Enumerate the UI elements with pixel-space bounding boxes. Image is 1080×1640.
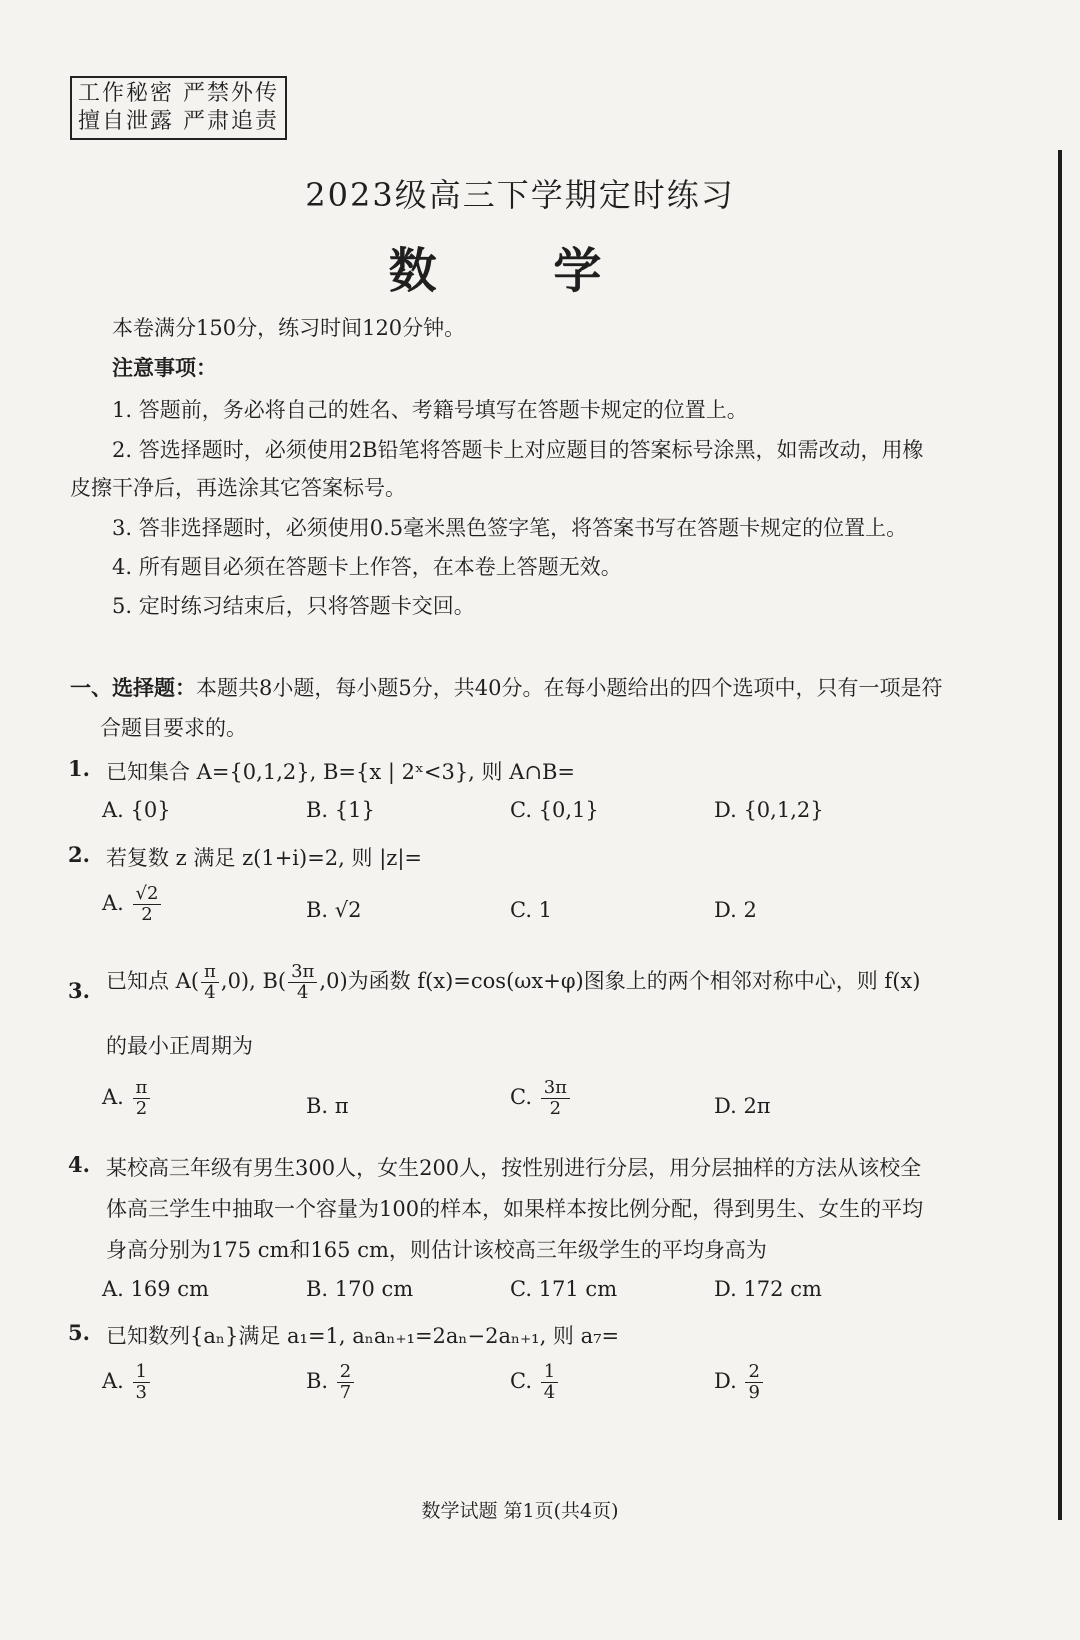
exam-title: 2023级高三下学期定时练习: [305, 176, 735, 214]
q5-option-a: A. $\frac{1}{3}$: [102, 1362, 152, 1403]
q4-option-b: B. 170 cm: [306, 1277, 414, 1301]
q1-option-b: B. {1}: [306, 798, 375, 822]
section-1-desc: 一、选择题：本题共8小题，每小题5分，共40分。在每小题给出的四个选项中，只有一项是符: [70, 675, 943, 700]
intro-text: 本卷满分150分，练习时间120分钟。: [112, 316, 466, 340]
fraction: $\frac{3\pi}{2}$: [541, 1078, 570, 1119]
q1-option-a: A. {0}: [102, 798, 171, 822]
q2-stem: 若复数 z 满足 z(1+i)=2, 则 |z|=: [106, 846, 423, 870]
q3-option-a: A. $\frac{\pi}{2}$: [102, 1078, 152, 1119]
confidential-line-1: 工作秘密 严禁外传: [78, 81, 279, 106]
fraction: $\frac{√2}{2}$: [133, 884, 162, 925]
notice-item-3: 3. 答非选择题时，必须使用0.5毫米黑色签字笔，将答案书写在答题卡规定的位置上。: [112, 516, 908, 540]
q5-option-d: D. $\frac{2}{9}$: [714, 1362, 765, 1403]
q5-stem: 已知数列{aₙ}满足 a₁=1, aₙaₙ₊₁=2aₙ−2aₙ₊₁, 则 a₇=: [106, 1324, 620, 1348]
page-edge: [1058, 150, 1062, 1520]
q2-option-d: D. 2: [714, 898, 757, 922]
notice-item-2: 2. 答选择题时，必须使用2B铅笔将答题卡上对应题目的答案标号涂黑，如需改动，用橡: [112, 438, 924, 462]
q5-number: 5.: [68, 1320, 90, 1345]
q4-option-d: D. 172 cm: [714, 1277, 822, 1301]
q5-option-c: C. $\frac{1}{4}$: [510, 1362, 560, 1403]
subject-title: 数 学: [388, 243, 652, 299]
q4-stem-line-2: 体高三学生中抽取一个容量为100的样本，如果样本按比例分配，得到男生、女生的平均: [106, 1197, 924, 1221]
q4-number: 4.: [68, 1152, 90, 1177]
notice-item-1: 1. 答题前，务必将自己的姓名、考籍号填写在答题卡规定的位置上。: [112, 398, 748, 422]
q3-stem-cont: 的最小正周期为: [106, 1034, 253, 1058]
q1-option-d: D. {0,1,2}: [714, 798, 824, 822]
q4-option-a: A. 169 cm: [102, 1277, 209, 1301]
notice-item-4: 4. 所有题目必须在答题卡上作答，在本卷上答题无效。: [112, 555, 622, 579]
q2-option-c: C. 1: [510, 898, 553, 922]
q2-number: 2.: [68, 842, 90, 867]
q3-option-c: C. $\frac{3\pi}{2}$: [510, 1078, 572, 1119]
notice-item-5: 5. 定时练习结束后，只将答题卡交回。: [112, 594, 475, 618]
q3-option-b: B. π: [306, 1094, 349, 1118]
fraction: $\frac{2}{7}$: [337, 1362, 354, 1403]
fraction: $\frac{\pi}{2}$: [133, 1078, 151, 1119]
q4-stem-line-1: 某校高三年级有男生300人，女生200人，按性别进行分层，用分层抽样的方法从该校全: [106, 1156, 922, 1180]
fraction: $\frac{1}{4}$: [541, 1362, 558, 1403]
q1-option-c: C. {0,1}: [510, 798, 599, 822]
q1-stem: 已知集合 A={0,1,2}, B={x | 2ˣ<3}, 则 A∩B=: [106, 760, 575, 784]
confidential-line-2: 擅自泄露 严肃追责: [78, 109, 279, 134]
q1-number: 1.: [68, 756, 90, 781]
fraction: $\frac{2}{9}$: [745, 1362, 762, 1403]
fraction: $\frac{\pi}{4}$: [201, 962, 219, 1003]
notice-item-2-cont: 皮擦干净后，再选涂其它答案标号。: [70, 476, 406, 500]
section-1-heading: 一、选择题：: [70, 675, 196, 700]
q3-stem: 已知点 A( $\frac{\pi}{4}$ ,0), B( $\frac{3\pi}{4}$ ,0)为函数 f(x)=cos(ωx+φ)图象上的两个相邻对称中心，则 f(x): [106, 961, 921, 1003]
fraction: $\frac{1}{3}$: [133, 1362, 150, 1403]
q4-option-c: C. 171 cm: [510, 1277, 618, 1301]
confidential-stamp: [70, 76, 287, 140]
q2-option-b: B. √2: [306, 898, 362, 922]
notice-heading: 注意事项：: [112, 355, 217, 380]
q3-option-d: D. 2π: [714, 1094, 771, 1118]
q4-stem-line-3: 身高分别为175 cm和165 cm，则估计该校高三年级学生的平均身高为: [106, 1238, 767, 1262]
section-1-desc-cont: 合题目要求的。: [100, 716, 247, 740]
q3-number: 3.: [68, 978, 90, 1003]
q2-option-a: A. $\frac{√2}{2}$: [102, 884, 163, 925]
fraction: $\frac{3\pi}{4}$: [288, 962, 317, 1003]
q5-option-b: B. $\frac{2}{7}$: [306, 1362, 356, 1403]
page-footer: 数学试题 第1页(共4页): [421, 1500, 619, 1522]
